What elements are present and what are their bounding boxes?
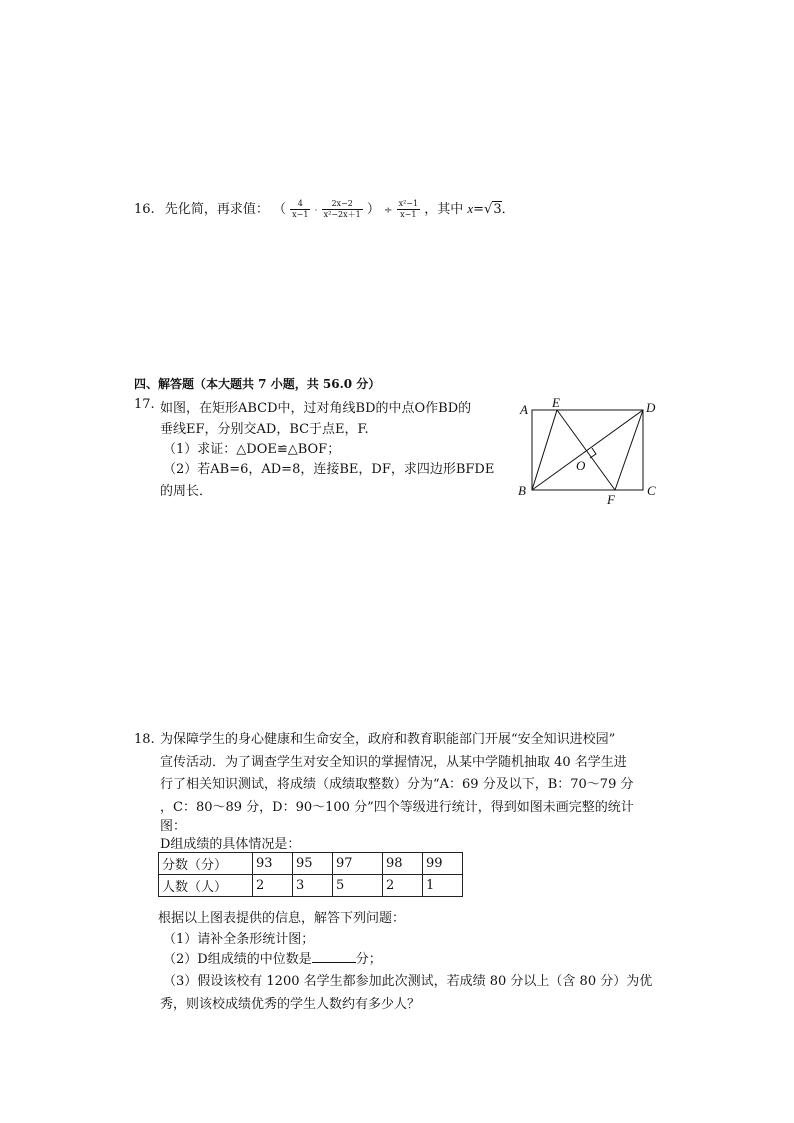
diagonal-bd bbox=[532, 410, 643, 490]
q17-line2: 垂线EF，分别交AD，BC于点E，F. bbox=[160, 422, 369, 437]
table-cell: 98 bbox=[383, 853, 423, 875]
table-cell: 5 bbox=[333, 875, 383, 897]
label-f: F bbox=[607, 492, 615, 507]
q16-frac1-den: x−1 bbox=[292, 210, 309, 219]
q17-number: 17. bbox=[134, 397, 155, 412]
label-d: D bbox=[646, 400, 656, 415]
q18-after5: 秀，则该校成绩优秀的学生人数约有多少人？ bbox=[160, 997, 421, 1012]
q16-eq: = bbox=[473, 202, 485, 217]
table-cell: 分数（分） bbox=[159, 853, 253, 875]
table-cell: 99 bbox=[423, 853, 463, 875]
q16-paren-close: ） bbox=[366, 202, 380, 217]
table-cell: 2 bbox=[253, 875, 293, 897]
table-cell: 3 bbox=[293, 875, 333, 897]
q18-after2: （1）请补全条形统计图； bbox=[163, 932, 315, 947]
label-b: B bbox=[518, 483, 526, 498]
segment-ef bbox=[557, 410, 615, 490]
q16-dot: · bbox=[314, 206, 318, 216]
q18-after3-post: 分； bbox=[355, 952, 382, 967]
q16-lead: 先化简，再求值： bbox=[164, 202, 269, 217]
q18-line5: 图： bbox=[160, 819, 187, 834]
q16-frac1-num: 4 bbox=[290, 199, 310, 210]
q16-frac3-den: x−1 bbox=[400, 210, 417, 219]
q17-line1: 如图，在矩形ABCD中，过对角线BD的中点O作BD的 bbox=[160, 401, 472, 416]
q16-period: ． bbox=[501, 202, 515, 217]
q16-frac2-num: 2x−2 bbox=[322, 199, 363, 210]
q18-table-intro: D组成绩的具体情况是： bbox=[160, 837, 301, 852]
q17-rectangle-figure bbox=[512, 392, 668, 508]
table-row bbox=[159, 875, 463, 897]
segment-fd bbox=[615, 410, 643, 490]
q16-paren-open: （ bbox=[272, 202, 286, 217]
table-row bbox=[159, 853, 463, 875]
q18-line2: 宣传活动．为了调查学生对安全知识的掌握情况，从某中学随机抽取 40 名学生进 bbox=[160, 755, 627, 770]
q16-div: ÷ bbox=[384, 205, 393, 216]
label-a: A bbox=[520, 402, 528, 417]
label-o: O bbox=[576, 458, 586, 473]
d-group-score-table bbox=[158, 852, 463, 897]
q16-frac1 bbox=[290, 199, 310, 220]
q18-line4: ，C：80～89 分，D：90～100 分”四个等级进行统计，得到如图未画完整的统计 bbox=[160, 800, 634, 815]
q18-after1: 根据以上图表提供的信息，解答下列问题： bbox=[158, 911, 406, 926]
table-cell: 人数（人） bbox=[159, 875, 253, 897]
q16-frac2-den: x²−2x＋1 bbox=[323, 210, 361, 219]
q16-frac3 bbox=[397, 199, 421, 220]
q18-after4: （3）假设该校有 1200 名学生都参加此次测试，若成绩 80 分以上（含 80 分）为优 bbox=[163, 974, 653, 989]
q18-after3-pre: （2）D组成绩的中位数是 bbox=[163, 952, 312, 967]
table-cell: 2 bbox=[383, 875, 423, 897]
q17-line4: （2）若AB=6，AD=8，连接BE，DF，求四边形BFDE bbox=[163, 462, 495, 477]
q17-line5: 的周长． bbox=[160, 484, 213, 499]
q16-sqrt-sign: √ bbox=[484, 202, 493, 217]
q18-line3: 行了相关知识测试，将成绩（成绩取整数）分为“A：69 分及以下，B：70～79 分 bbox=[160, 777, 634, 792]
median-answer-blank[interactable] bbox=[312, 950, 356, 963]
q16-frac2 bbox=[322, 199, 363, 220]
q17-line3: （1）求证：△DOE≌△BOF； bbox=[163, 442, 341, 457]
segment-be bbox=[532, 410, 557, 490]
question-16 bbox=[134, 198, 515, 220]
q18-number: 18. bbox=[134, 732, 155, 747]
table-cell: 1 bbox=[423, 875, 463, 897]
table-cell: 97 bbox=[333, 853, 383, 875]
table-cell: 95 bbox=[293, 853, 333, 875]
table-cell: 93 bbox=[253, 853, 293, 875]
q16-var-x: x bbox=[467, 201, 474, 216]
q16-sqrt-val: 3 bbox=[493, 202, 502, 217]
label-e: E bbox=[552, 395, 560, 410]
section-4-title: 四、解答题（本大题共 7 小题，共 56.0 分） bbox=[134, 377, 381, 391]
q16-tail: ，其中 bbox=[424, 202, 468, 217]
label-c: C bbox=[647, 483, 656, 498]
q18-line1: 为保障学生的身心健康和生命安全，政府和教育职能部门开展“安全知识进校园” bbox=[160, 732, 616, 747]
q18-after3 bbox=[163, 948, 382, 967]
q16-frac3-num: x²−1 bbox=[398, 199, 419, 208]
q16-number: 16. bbox=[134, 202, 155, 217]
